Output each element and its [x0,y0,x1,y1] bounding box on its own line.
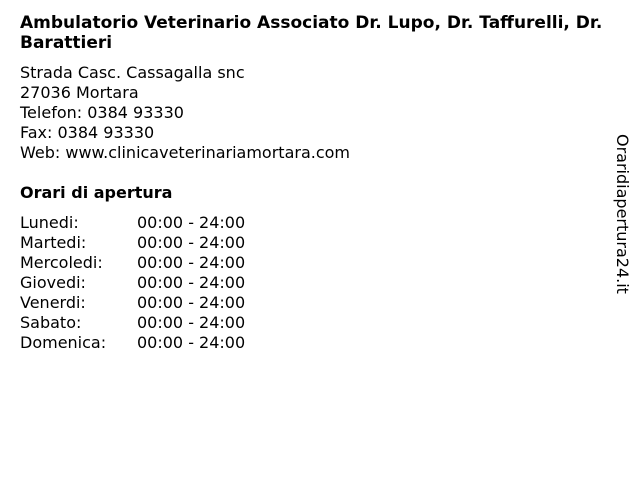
time-range: 00:00 - 24:00 [137,313,246,332]
time-range: 00:00 - 24:00 [137,273,246,292]
time-range: 00:00 - 24:00 [137,233,246,252]
day-label: Domenica: [20,333,107,352]
fax-number: Fax: 0384 93330 [20,123,155,142]
day-label: Giovedi: [20,273,86,292]
city: 27036 Mortara [20,83,139,102]
day-label: Martedi: [20,233,87,252]
time-range: 00:00 - 24:00 [137,333,246,352]
day-label: Venerdi: [20,293,86,312]
time-range: 00:00 - 24:00 [137,293,246,312]
time-range: 00:00 - 24:00 [137,213,246,232]
phone-number: Telefon: 0384 93330 [20,103,184,122]
website-link[interactable]: Web: www.clinicaveterinariamortara.com [20,143,351,162]
day-label: Lunedi: [20,213,79,232]
contact-info [20,63,350,163]
day-label: Sabato: [20,313,82,332]
business-name: Ambulatorio Veterinario Associato Dr. Lupo, Dr. Taffurelli, Dr. Barattieri [20,13,603,53]
opening-hours-heading: Orari di apertura [20,183,173,202]
street-address: Strada Casc. Cassagalla snc [20,63,245,82]
time-range: 00:00 - 24:00 [137,253,246,272]
day-label: Mercoledi: [20,253,103,272]
site-watermark: Oraridiapertura24.it [613,134,632,294]
